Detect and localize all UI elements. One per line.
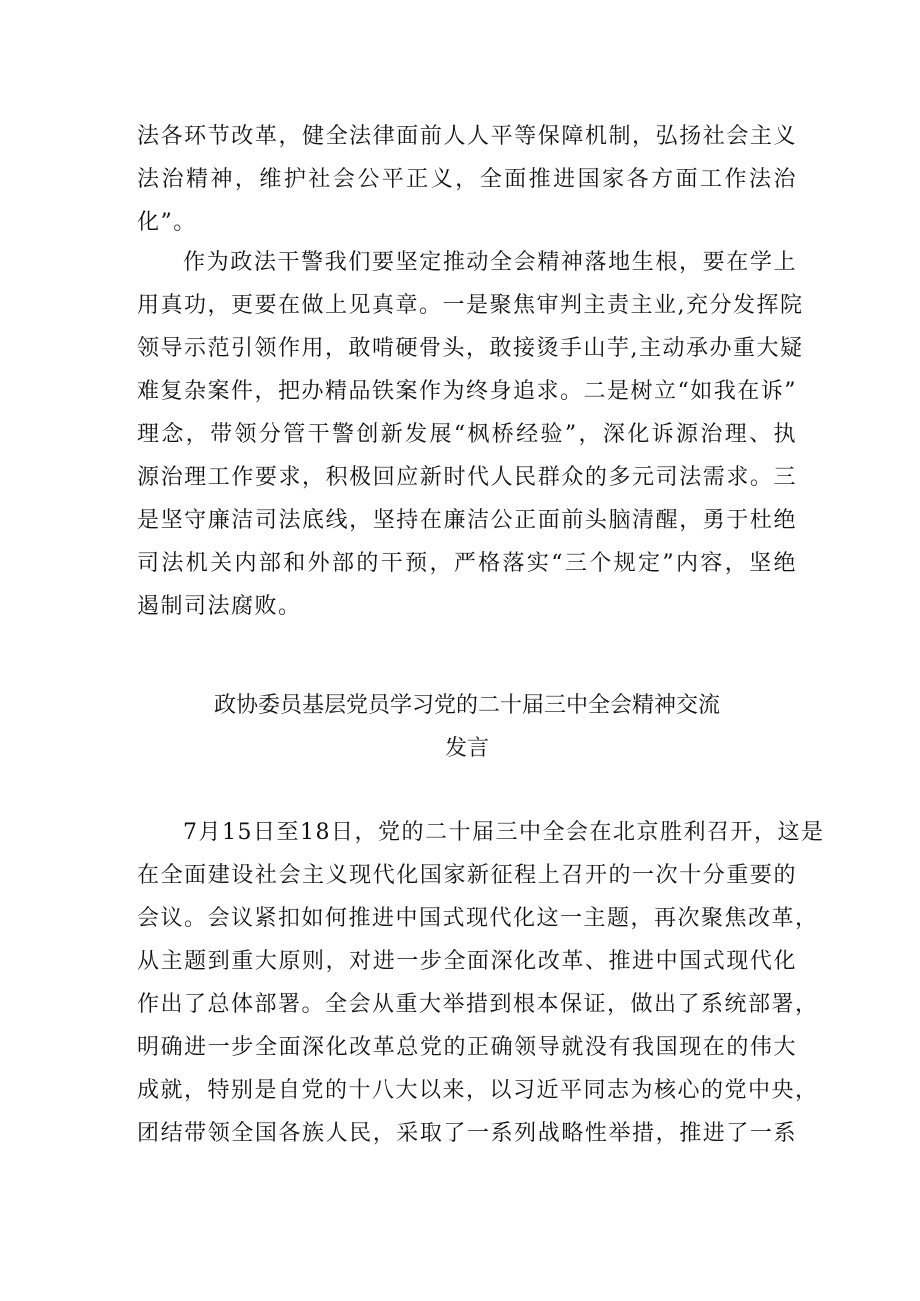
text-line: 难复杂案件，把办精品铁案作为终身追求。二是树立“如我在诉” bbox=[137, 379, 797, 404]
text-line: 7月15日至18日，党的二十届三中全会在北京胜利召开，这是 bbox=[183, 820, 825, 845]
text-line: 化”。 bbox=[137, 210, 197, 235]
paragraph-political-legal-officers bbox=[137, 241, 804, 628]
text-line: 法各环节改革，健全法律面前人人平等保障机制，弘扬社会主义 bbox=[137, 124, 797, 149]
text-line: 遏制司法腐败。 bbox=[137, 594, 302, 619]
heading-line: 发言 bbox=[444, 736, 489, 761]
text-line: 源治理工作要求，积极回应新时代人民群众的多元司法需求。三 bbox=[137, 465, 797, 490]
paragraph-continuation bbox=[137, 115, 797, 244]
paragraph-plenary-session bbox=[137, 811, 825, 1155]
text-line: 会议。会议紧扣如何推进中国式现代化这一主题，再次聚焦改革， bbox=[137, 906, 819, 931]
text-line: 司法机关内部和外部的干预，严格落实“三个规定”内容，坚绝 bbox=[137, 551, 797, 576]
text-line: 明确进一步全面深化改革总党的正确领导就没有我国现在的伟大 bbox=[137, 1035, 797, 1060]
text-line: 法治精神，维护社会公平正义，全面推进国家各方面工作法治 bbox=[137, 167, 797, 192]
text-line: 理念，带领分管干警创新发展“枫桥经验”，深化诉源治理、执 bbox=[137, 422, 797, 447]
text-line: 从主题到重大原则，对进一步全面深化改革、推进中国式现代化 bbox=[137, 949, 797, 974]
section-heading bbox=[137, 684, 797, 770]
text-line: 团结带领全国各族人民，采取了一系列战略性举措，推进了一系 bbox=[137, 1121, 797, 1146]
text-line: 领导示范引领作用，敢啃硬骨头，敢接烫手山芋,主动承办重大疑 bbox=[137, 336, 804, 361]
text-line: 用真功，更要在做上见真章。一是聚焦审判主责主业,充分发挥院 bbox=[137, 293, 804, 318]
text-line: 作为政法干警我们要坚定推动全会精神落地生根，要在学上 bbox=[183, 250, 797, 275]
text-line: 成就，特别是自党的十八大以来，以习近平同志为核心的党中央， bbox=[137, 1078, 819, 1103]
text-line: 是坚守廉洁司法底线，坚持在廉洁公正面前头脑清醒，勇于杜绝 bbox=[137, 508, 797, 533]
text-line: 在全面建设社会主义现代化国家新征程上召开的一次十分重要的 bbox=[137, 863, 797, 888]
heading-line: 政协委员基层党员学习党的二十届三中全会精神交流 bbox=[213, 693, 720, 718]
text-line: 作出了总体部署。全会从重大举措到根本保证，做出了系统部署， bbox=[137, 992, 819, 1017]
